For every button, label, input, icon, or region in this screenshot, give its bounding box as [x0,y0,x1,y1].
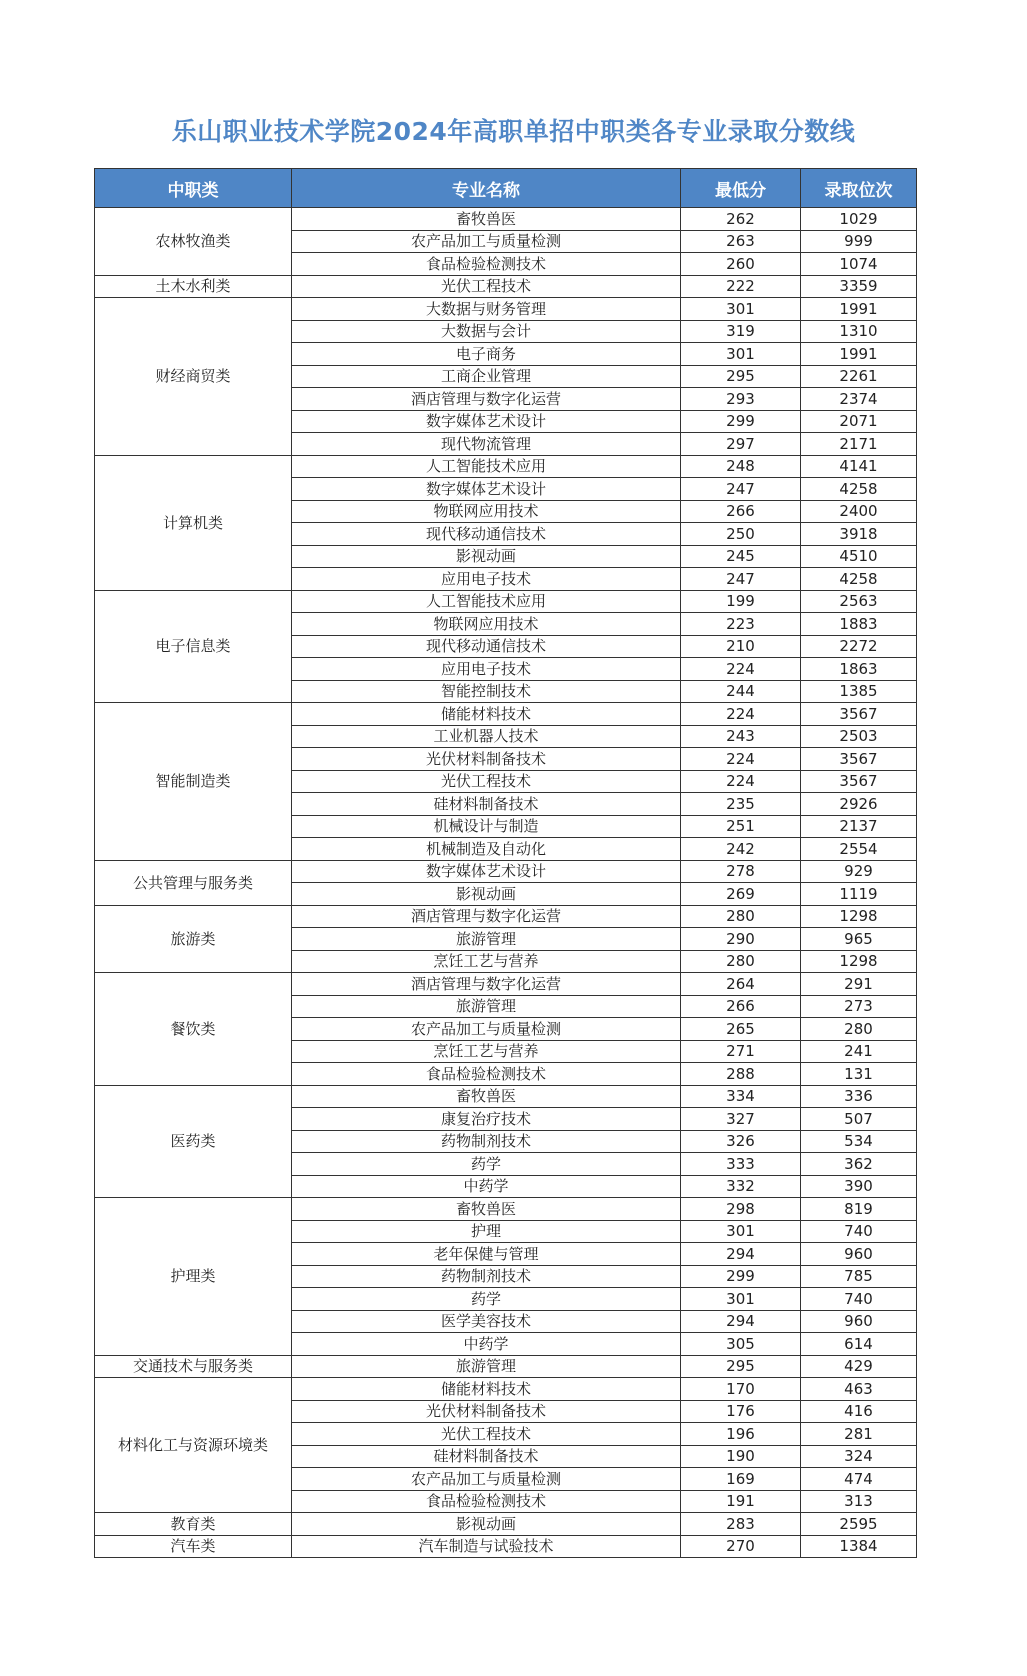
rank-cell: 965 [801,928,917,951]
min-score-cell: 248 [681,455,801,478]
major-name-cell: 酒店管理与数字化运营 [292,388,681,411]
category-cell: 农林牧渔类 [95,208,292,276]
rank-cell: 1074 [801,253,917,276]
major-name-cell: 食品检验检测技术 [292,1063,681,1086]
major-name-cell: 医学美容技术 [292,1310,681,1333]
header-row [95,169,917,208]
major-name-cell: 机械制造及自动化 [292,838,681,861]
rank-cell: 2261 [801,365,917,388]
rank-cell: 960 [801,1243,917,1266]
category-cell: 公共管理与服务类 [95,860,292,905]
major-name-cell: 旅游管理 [292,1355,681,1378]
min-score-cell: 299 [681,410,801,433]
min-score-cell: 301 [681,1220,801,1243]
category-cell: 医药类 [95,1085,292,1198]
major-name-cell: 电子商务 [292,343,681,366]
rank-cell: 273 [801,995,917,1018]
min-score-cell: 293 [681,388,801,411]
min-score-cell: 266 [681,500,801,523]
major-name-cell: 畜牧兽医 [292,1198,681,1221]
major-name-cell: 现代移动通信技术 [292,635,681,658]
min-score-cell: 288 [681,1063,801,1086]
major-name-cell: 工商企业管理 [292,365,681,388]
rank-cell: 4510 [801,545,917,568]
major-name-cell: 护理 [292,1220,681,1243]
rank-cell: 416 [801,1400,917,1423]
major-name-cell: 药学 [292,1153,681,1176]
min-score-cell: 294 [681,1243,801,1266]
table-header [95,169,917,208]
min-score-cell: 260 [681,253,801,276]
major-name-cell: 中药学 [292,1333,681,1356]
rank-cell: 740 [801,1288,917,1311]
rank-cell: 1863 [801,658,917,681]
major-name-cell: 农产品加工与质量检测 [292,230,681,253]
major-name-cell: 老年保健与管理 [292,1243,681,1266]
major-name-cell: 药物制剂技术 [292,1265,681,1288]
major-name-cell: 食品检验检测技术 [292,253,681,276]
major-name-cell: 人工智能技术应用 [292,590,681,613]
table-row [95,860,917,883]
category-cell: 土木水利类 [95,275,292,298]
table-row [95,973,917,996]
min-score-cell: 299 [681,1265,801,1288]
min-score-cell: 334 [681,1085,801,1108]
rank-cell: 1385 [801,680,917,703]
min-score-cell: 298 [681,1198,801,1221]
table-row [95,208,917,231]
min-score-cell: 269 [681,883,801,906]
rank-cell: 3567 [801,703,917,726]
header-min-score: 最低分 [681,169,801,208]
major-name-cell: 农产品加工与质量检测 [292,1468,681,1491]
table-body [95,208,917,1558]
min-score-cell: 247 [681,568,801,591]
rank-cell: 2272 [801,635,917,658]
category-cell: 教育类 [95,1513,292,1536]
min-score-cell: 224 [681,703,801,726]
major-name-cell: 农产品加工与质量检测 [292,1018,681,1041]
min-score-cell: 332 [681,1175,801,1198]
major-name-cell: 物联网应用技术 [292,500,681,523]
min-score-cell: 301 [681,1288,801,1311]
rank-cell: 614 [801,1333,917,1356]
table-row [95,1085,917,1108]
rank-cell: 929 [801,860,917,883]
table-row [95,905,917,928]
major-name-cell: 康复治疗技术 [292,1108,681,1131]
major-name-cell: 影视动画 [292,1513,681,1536]
min-score-cell: 294 [681,1310,801,1333]
major-name-cell: 畜牧兽医 [292,208,681,231]
major-name-cell: 现代物流管理 [292,433,681,456]
table-row [95,298,917,321]
major-name-cell: 光伏工程技术 [292,1423,681,1446]
min-score-cell: 280 [681,905,801,928]
page-title: 乐山职业技术学院2024年高职单招中职类各专业录取分数线 [171,117,856,146]
category-cell: 汽车类 [95,1535,292,1558]
rank-cell: 740 [801,1220,917,1243]
major-name-cell: 数字媒体艺术设计 [292,410,681,433]
header-rank: 录取位次 [801,169,917,208]
rank-cell: 2137 [801,815,917,838]
min-score-cell: 265 [681,1018,801,1041]
rank-cell: 281 [801,1423,917,1446]
rank-cell: 1298 [801,905,917,928]
category-cell: 护理类 [95,1198,292,1356]
min-score-cell: 295 [681,365,801,388]
major-name-cell: 旅游管理 [292,995,681,1018]
major-name-cell: 智能控制技术 [292,680,681,703]
rank-cell: 2554 [801,838,917,861]
major-name-cell: 酒店管理与数字化运营 [292,973,681,996]
major-name-cell: 中药学 [292,1175,681,1198]
rank-cell: 534 [801,1130,917,1153]
rank-cell: 1298 [801,950,917,973]
min-score-cell: 170 [681,1378,801,1401]
header-category: 中职类 [95,169,292,208]
major-name-cell: 物联网应用技术 [292,613,681,636]
major-name-cell: 光伏工程技术 [292,770,681,793]
min-score-cell: 305 [681,1333,801,1356]
major-name-cell: 大数据与财务管理 [292,298,681,321]
min-score-cell: 224 [681,748,801,771]
major-name-cell: 烹饪工艺与营养 [292,1040,681,1063]
min-score-cell: 271 [681,1040,801,1063]
major-name-cell: 影视动画 [292,545,681,568]
major-name-cell: 机械设计与制造 [292,815,681,838]
min-score-cell: 196 [681,1423,801,1446]
rank-cell: 280 [801,1018,917,1041]
header-major: 专业名称 [292,169,681,208]
category-cell: 财经商贸类 [95,298,292,456]
rank-cell: 336 [801,1085,917,1108]
rank-cell: 4258 [801,568,917,591]
rank-cell: 1883 [801,613,917,636]
major-name-cell: 药学 [292,1288,681,1311]
rank-cell: 1991 [801,298,917,321]
rank-cell: 3359 [801,275,917,298]
major-name-cell: 烹饪工艺与营养 [292,950,681,973]
major-name-cell: 现代移动通信技术 [292,523,681,546]
rank-cell: 429 [801,1355,917,1378]
min-score-cell: 283 [681,1513,801,1536]
rank-cell: 390 [801,1175,917,1198]
rank-cell: 999 [801,230,917,253]
min-score-cell: 244 [681,680,801,703]
min-score-cell: 333 [681,1153,801,1176]
major-name-cell: 人工智能技术应用 [292,455,681,478]
table-row [95,1513,917,1536]
min-score-cell: 301 [681,298,801,321]
table-row [95,1535,917,1558]
rank-cell: 2171 [801,433,917,456]
rank-cell: 2503 [801,725,917,748]
rank-cell: 131 [801,1063,917,1086]
rank-cell: 4141 [801,455,917,478]
min-score-cell: 250 [681,523,801,546]
min-score-cell: 169 [681,1468,801,1491]
category-cell: 交通技术与服务类 [95,1355,292,1378]
category-cell: 智能制造类 [95,703,292,861]
major-name-cell: 数字媒体艺术设计 [292,860,681,883]
min-score-cell: 224 [681,770,801,793]
rank-cell: 1029 [801,208,917,231]
rank-cell: 785 [801,1265,917,1288]
min-score-cell: 199 [681,590,801,613]
major-name-cell: 旅游管理 [292,928,681,951]
min-score-cell: 242 [681,838,801,861]
major-name-cell: 储能材料技术 [292,1378,681,1401]
major-name-cell: 药物制剂技术 [292,1130,681,1153]
category-cell: 餐饮类 [95,973,292,1086]
table-row [95,590,917,613]
rank-cell: 1310 [801,320,917,343]
rank-cell: 324 [801,1445,917,1468]
category-cell: 计算机类 [95,455,292,590]
rank-cell: 2400 [801,500,917,523]
min-score-cell: 222 [681,275,801,298]
major-name-cell: 光伏工程技术 [292,275,681,298]
rank-cell: 4258 [801,478,917,501]
rank-cell: 291 [801,973,917,996]
min-score-cell: 190 [681,1445,801,1468]
min-score-cell: 264 [681,973,801,996]
major-name-cell: 硅材料制备技术 [292,793,681,816]
min-score-cell: 245 [681,545,801,568]
major-name-cell: 储能材料技术 [292,703,681,726]
table-row [95,1378,917,1401]
table-row [95,1198,917,1221]
rank-cell: 819 [801,1198,917,1221]
rank-cell: 3567 [801,748,917,771]
min-score-cell: 262 [681,208,801,231]
table-row [95,455,917,478]
min-score-cell: 327 [681,1108,801,1131]
rank-cell: 960 [801,1310,917,1333]
rank-cell: 241 [801,1040,917,1063]
min-score-cell: 270 [681,1535,801,1558]
min-score-cell: 326 [681,1130,801,1153]
min-score-cell: 235 [681,793,801,816]
major-name-cell: 酒店管理与数字化运营 [292,905,681,928]
rank-cell: 313 [801,1490,917,1513]
min-score-cell: 251 [681,815,801,838]
category-cell: 旅游类 [95,905,292,973]
rank-cell: 2071 [801,410,917,433]
major-name-cell: 影视动画 [292,883,681,906]
min-score-cell: 278 [681,860,801,883]
min-score-cell: 295 [681,1355,801,1378]
table-row [95,1355,917,1378]
min-score-cell: 176 [681,1400,801,1423]
rank-cell: 2926 [801,793,917,816]
table-row [95,275,917,298]
min-score-cell: 280 [681,950,801,973]
min-score-cell: 223 [681,613,801,636]
min-score-cell: 243 [681,725,801,748]
rank-cell: 3918 [801,523,917,546]
rank-cell: 2374 [801,388,917,411]
rank-cell: 507 [801,1108,917,1131]
major-name-cell: 工业机器人技术 [292,725,681,748]
rank-cell: 3567 [801,770,917,793]
min-score-cell: 319 [681,320,801,343]
min-score-cell: 191 [681,1490,801,1513]
major-name-cell: 应用电子技术 [292,658,681,681]
major-name-cell: 光伏材料制备技术 [292,748,681,771]
min-score-cell: 247 [681,478,801,501]
min-score-cell: 290 [681,928,801,951]
min-score-cell: 263 [681,230,801,253]
category-cell: 电子信息类 [95,590,292,703]
major-name-cell: 光伏材料制备技术 [292,1400,681,1423]
major-name-cell: 数字媒体艺术设计 [292,478,681,501]
rank-cell: 463 [801,1378,917,1401]
rank-cell: 1384 [801,1535,917,1558]
rank-cell: 362 [801,1153,917,1176]
table-row [95,703,917,726]
major-name-cell: 硅材料制备技术 [292,1445,681,1468]
rank-cell: 474 [801,1468,917,1491]
min-score-cell: 297 [681,433,801,456]
rank-cell: 1991 [801,343,917,366]
min-score-cell: 301 [681,343,801,366]
min-score-cell: 224 [681,658,801,681]
rank-cell: 2595 [801,1513,917,1536]
rank-cell: 1119 [801,883,917,906]
major-name-cell: 畜牧兽医 [292,1085,681,1108]
min-score-cell: 266 [681,995,801,1018]
major-name-cell: 汽车制造与试验技术 [292,1535,681,1558]
category-cell: 材料化工与资源环境类 [95,1378,292,1513]
major-name-cell: 食品检验检测技术 [292,1490,681,1513]
min-score-cell: 210 [681,635,801,658]
admission-score-table [94,168,917,1558]
major-name-cell: 大数据与会计 [292,320,681,343]
rank-cell: 2563 [801,590,917,613]
major-name-cell: 应用电子技术 [292,568,681,591]
